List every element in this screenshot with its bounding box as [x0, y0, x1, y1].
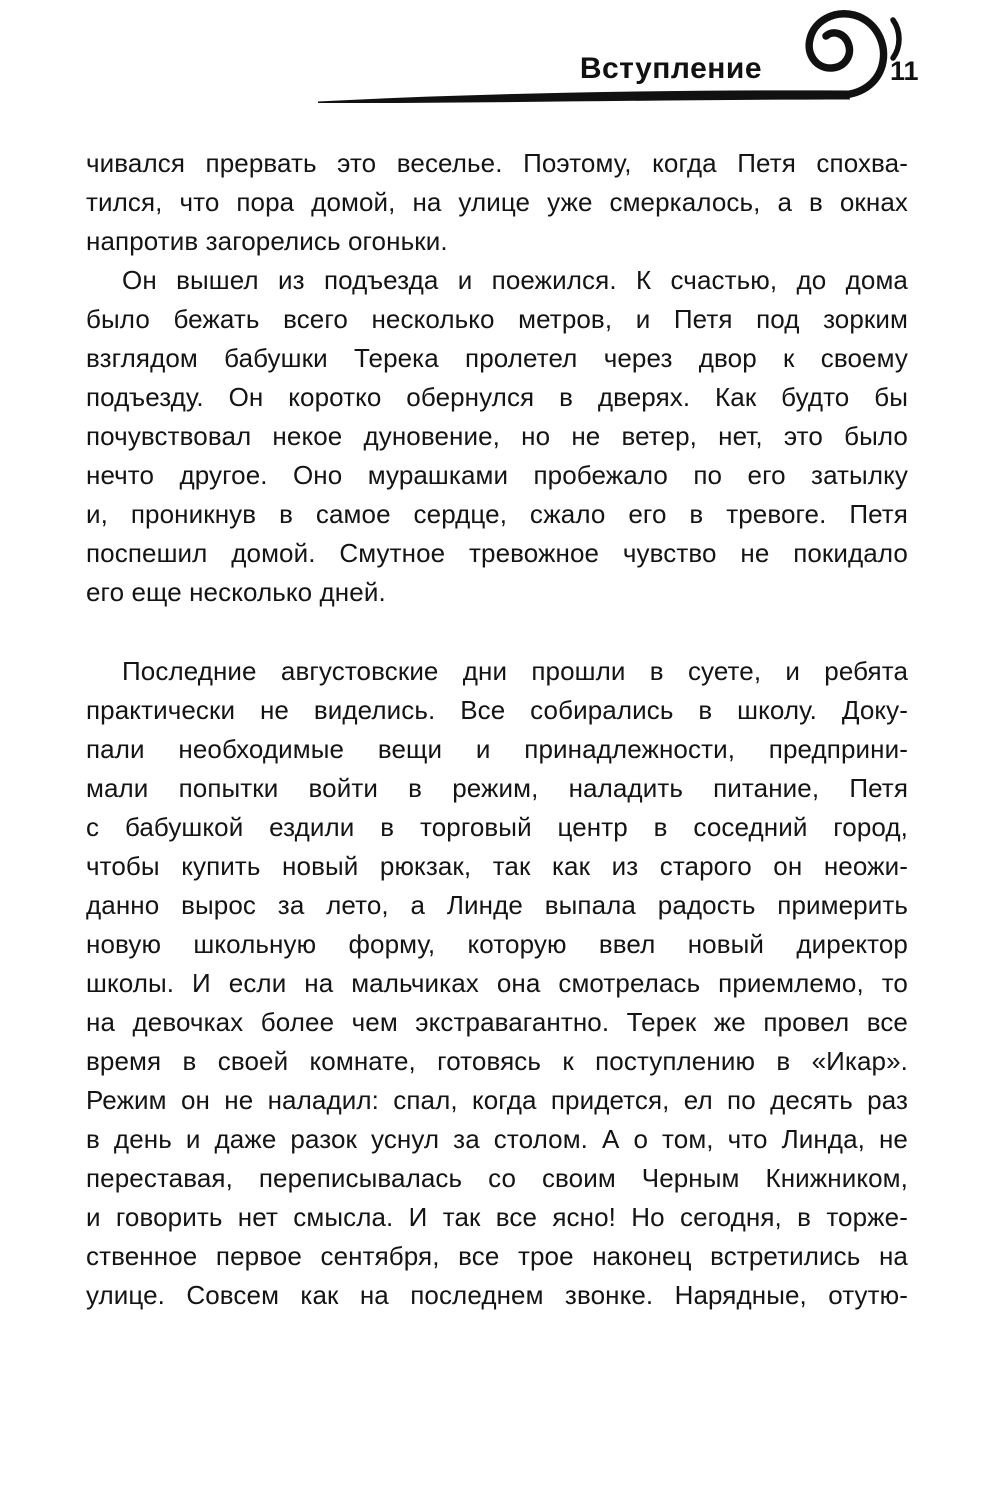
- text-line: было бежать всего несколько метров, и Петя под зорким: [86, 304, 908, 334]
- body-text: [86, 144, 908, 1315]
- paragraph: [86, 144, 908, 261]
- text-line: на девочках более чем экстравагантно. Терек же провел все: [86, 1007, 908, 1037]
- text-line: Последние августовские дни прошли в суете, и ребята: [122, 656, 908, 686]
- text-line: практически не виделись. Все собирались в школу. Доку-: [86, 695, 908, 725]
- text-line: пали необходимые вещи и принадлежности, предприни-: [86, 734, 908, 764]
- text-line: поспешил домой. Смутное тревожное чувство не покидало: [86, 538, 908, 568]
- text-line: Он вышел из подъезда и поежился. К счастью, до дома: [122, 265, 908, 295]
- text-line: с бабушкой ездили в торговый центр в соседний город,: [86, 812, 908, 842]
- text-line: взглядом бабушки Терека пролетел через двор к своему: [86, 343, 908, 373]
- chapter-running-head: Вступление: [579, 52, 762, 85]
- text-line: нечто другое. Оно мурашками пробежало по его затылку: [86, 460, 908, 490]
- text-line: почувствовал некое дуновение, но не ветер, нет, это было: [86, 421, 908, 451]
- text-line: подъезду. Он коротко обернулся в дверях. Как будто бы: [86, 382, 908, 412]
- text-line: напротив загорелись огоньки.: [86, 226, 448, 256]
- text-line: мали попытки войти в режим, наладить питание, Петя: [86, 773, 908, 803]
- text-line: школы. И если на мальчиках она смотрелась приемлемо, то: [86, 968, 908, 998]
- text-line: чивался прервать это веселье. Поэтому, когда Петя спохва-: [86, 148, 908, 178]
- text-line: ственное первое сентября, все трое наконец встретились на: [86, 1241, 908, 1271]
- text-line: улице. Совсем как на последнем звонке. Нарядные, отутю-: [86, 1280, 908, 1310]
- text-line: тился, что пора домой, на улице уже смеркалось, а в окнах: [86, 187, 908, 217]
- text-line: время в своей комнате, готовясь к поступлению в «Икар».: [86, 1046, 908, 1076]
- paragraph: [86, 652, 908, 1315]
- paragraph: [86, 261, 908, 612]
- text-line: его еще несколько дней.: [86, 577, 386, 607]
- page-number: 11: [890, 56, 919, 86]
- text-line: новую школьную форму, которую ввел новый директор: [86, 929, 908, 959]
- text-line: и говорить нет смысла. И так все ясно! Но сегодня, в торже-: [86, 1202, 908, 1232]
- text-line: данно вырос за лето, а Линде выпала радость примерить: [86, 890, 908, 920]
- text-line: Режим он не наладил: спал, когда придется, ел по десять раз: [86, 1085, 908, 1115]
- text-line: чтобы купить новый рюкзак, так как из старого он неожи-: [86, 851, 908, 881]
- text-line: переставая, переписывалась со своим Черным Книжником,: [86, 1163, 908, 1193]
- text-line: и, проникнув в самое сердце, сжало его в тревоге. Петя: [86, 499, 908, 529]
- text-line: в день и даже разок уснул за столом. А о том, что Линда, не: [86, 1124, 908, 1154]
